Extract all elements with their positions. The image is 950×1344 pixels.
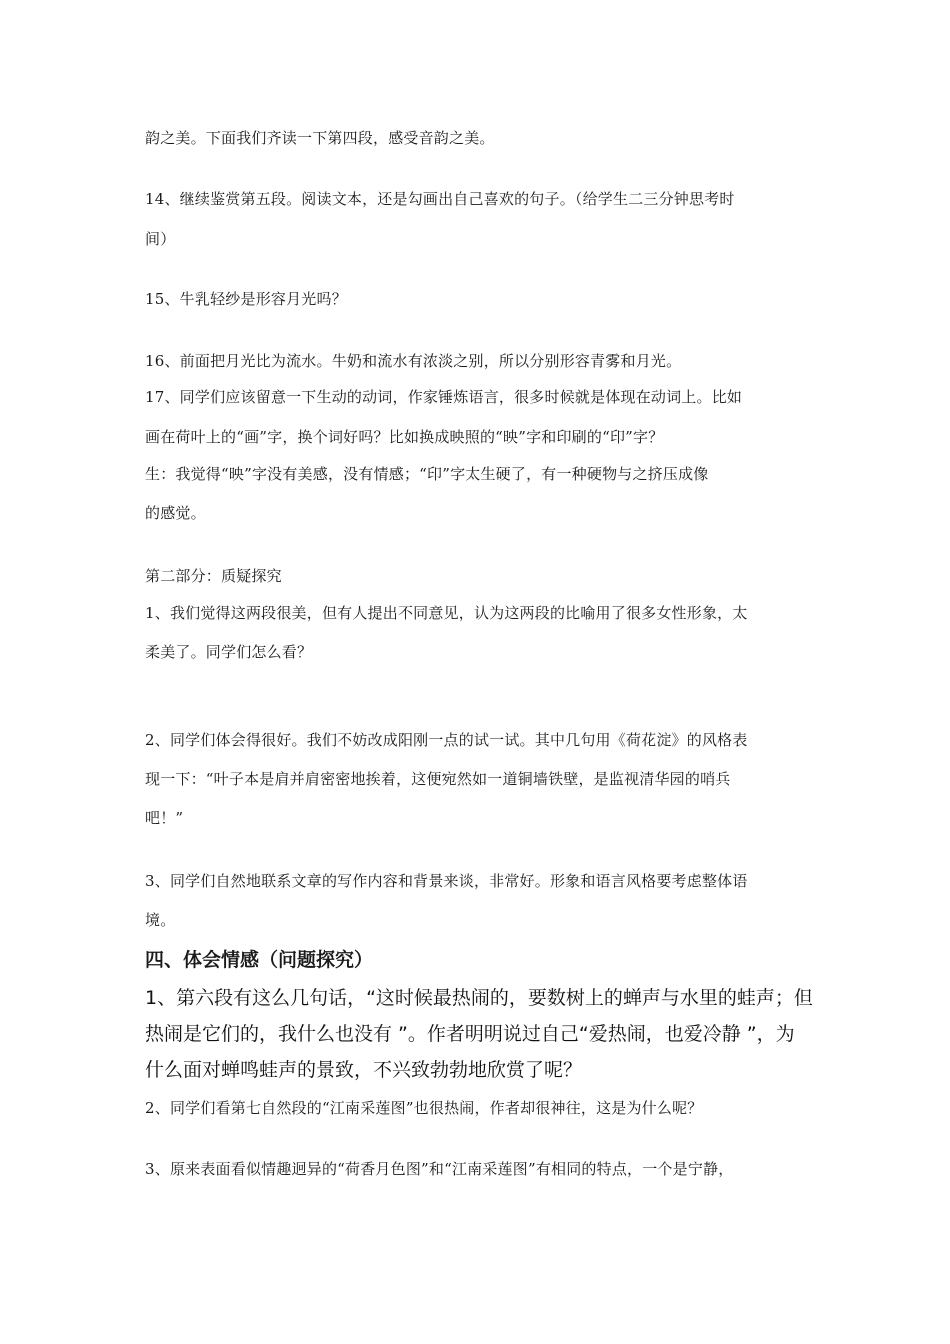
paragraph-line: 吧！” (145, 809, 184, 827)
paragraph-line: 2、同学们体会得很好。我们不妨改成阳刚一点的试一试。其中几句用《荷花淀》的风格表 (145, 731, 748, 749)
paragraph-line: 生：我觉得“映”字没有美感，没有情感；“印”字太生硬了，有一种硬物与之挤压成像 (145, 465, 709, 483)
paragraph-line: 3、同学们自然地联系文章的写作内容和背景来谈，非常好。形象和语言风格要考虑整体语 (145, 872, 748, 890)
paragraph-line: 现一下：“叶子本是肩并肩密密地挨着，这便宛然如一道铜墙铁壁，是监视清华园的哨兵 (145, 770, 731, 788)
paragraph-line: 柔美了。同学们怎么看？ (145, 643, 313, 661)
paragraph-line: 3、原来表面看似情趣迥异的“荷香月色图”和“江南采莲图”有相同的特点，一个是宁静， (145, 1160, 734, 1178)
paragraph-line: 韵之美。下面我们齐读一下第四段，感受音韵之美。 (145, 129, 495, 147)
paragraph-line: 画在荷叶上的“画”字，换个词好吗？比如换成映照的“映”字和印刷的“印”字？ (145, 428, 664, 446)
section-heading: 四、体会情感（问题探究） (145, 949, 374, 971)
large-paragraph-line: 1、第六段有这么几句话，“这时候最热闹的，要数树上的蝉声与水里的蛙声；但 (145, 987, 813, 1009)
paragraph-line: 的感觉。 (145, 504, 206, 522)
paragraph-line: 14、继续鉴赏第五段。阅读文本，还是勾画出自己喜欢的句子。（给学生二三分钟思考时 (145, 190, 735, 208)
paragraph-line: 1、我们觉得这两段很美，但有人提出不同意见，认为这两段的比喻用了很多女性形象，太 (145, 604, 748, 622)
large-paragraph-line: 热闹是它们的，我什么也没有 ”。作者明明说过自己“爱热闹，也爱冷静 ”，为 (145, 1023, 795, 1045)
subsection-title: 第二部分：质疑探究 (145, 567, 282, 585)
paragraph-line: 16、前面把月光比为流水。牛奶和流水有浓淡之别，所以分别形容青雾和月光。 (145, 352, 682, 370)
paragraph-line: 17、同学们应该留意一下生动的动词，作家锤炼语言，很多时候就是体现在动词上。比如 (145, 388, 743, 406)
paragraph-line: 境。 (145, 911, 176, 929)
large-paragraph-line: 什么面对蝉鸣蛙声的景致，不兴致勃勃地欣赏了呢？ (145, 1059, 583, 1081)
paragraph-line: 间） (145, 230, 176, 248)
paragraph-line: 2、同学们看第七自然段的“江南采莲图”也很热闹，作者却很神往，这是为什么呢？ (145, 1099, 703, 1117)
paragraph-line: 15、牛乳轻纱是形容月光吗？ (145, 290, 347, 308)
